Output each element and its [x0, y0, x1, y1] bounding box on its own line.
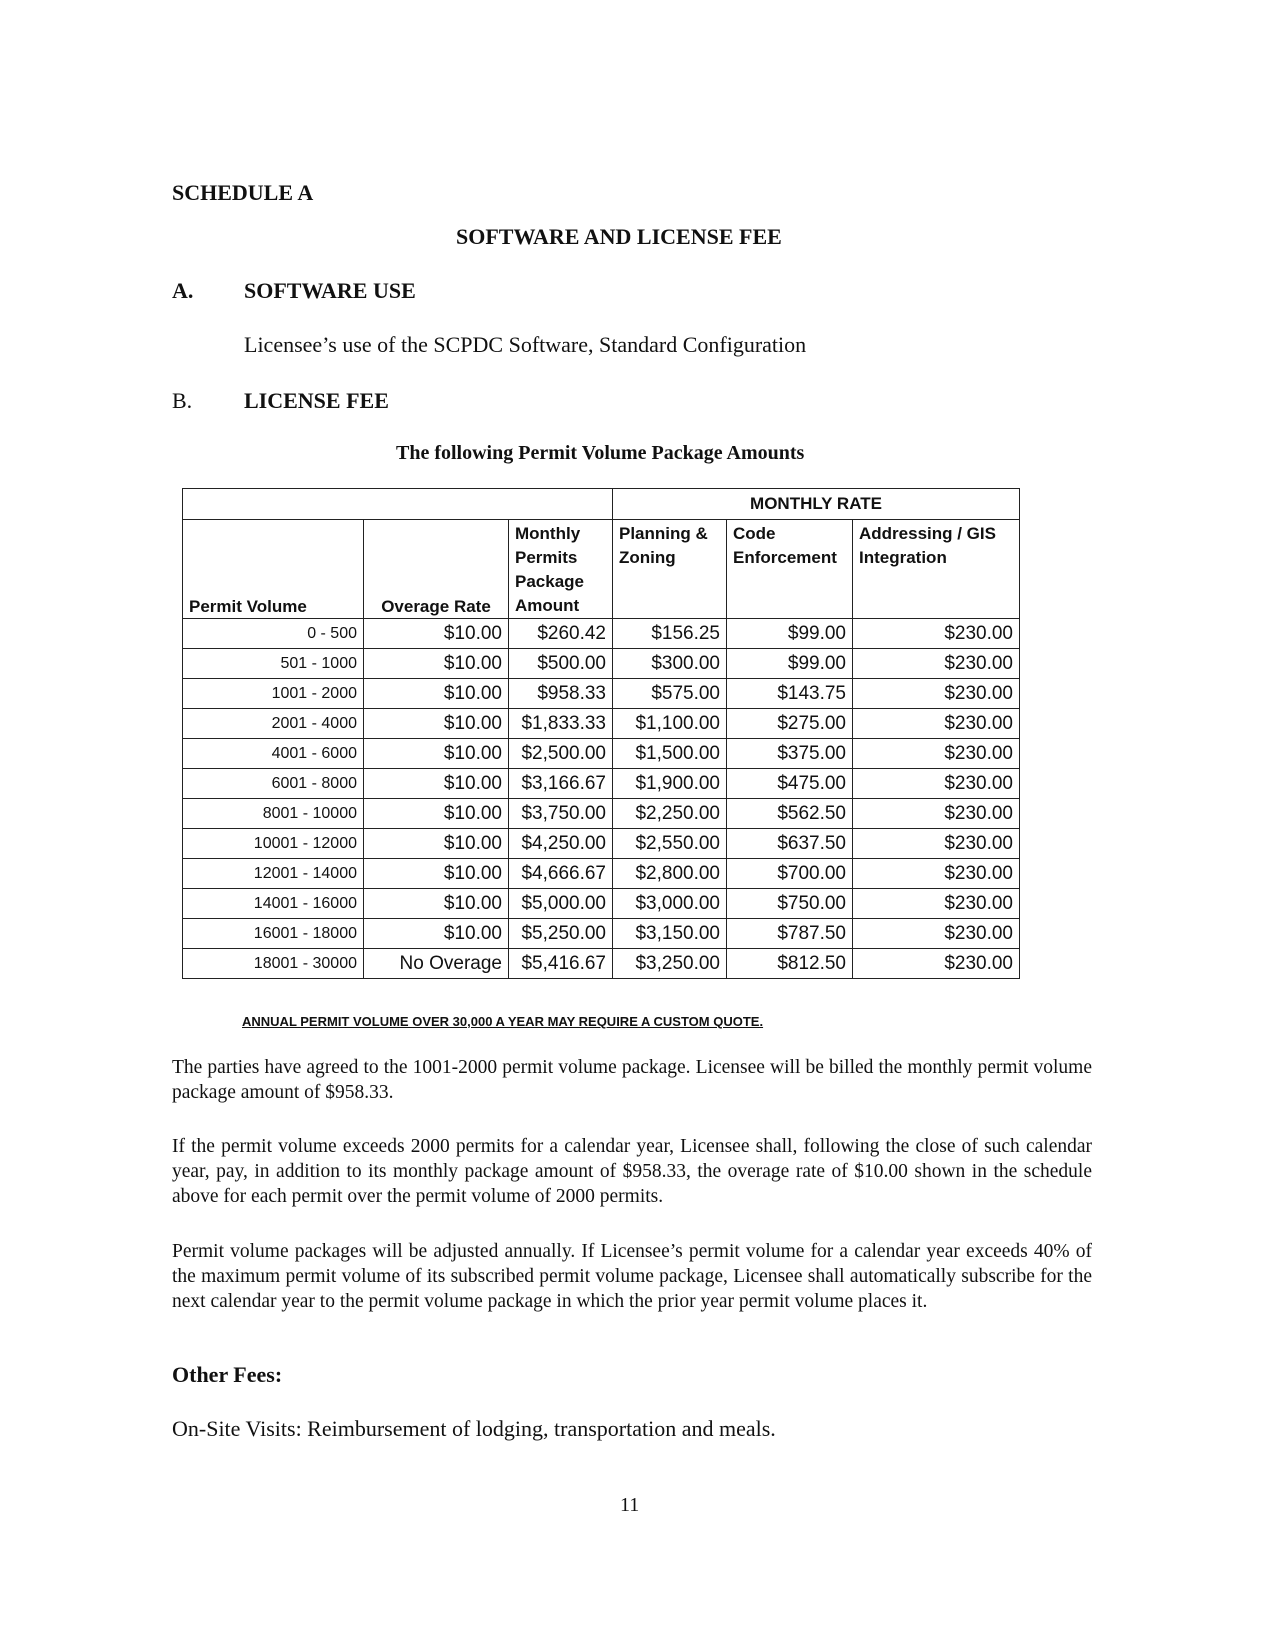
cell-addressing-gis: $230.00 — [853, 949, 1020, 979]
cell-permit-volume: 12001 - 14000 — [183, 859, 364, 889]
cell-planning-zoning: $3,250.00 — [613, 949, 727, 979]
cell-overage-rate: No Overage — [364, 949, 509, 979]
section-b-letter: B. — [172, 388, 193, 413]
cell-planning-zoning: $2,800.00 — [613, 859, 727, 889]
section-a-letter: A. — [172, 278, 194, 303]
cell-planning-zoning: $1,900.00 — [613, 769, 727, 799]
page-number: 11 — [620, 1494, 640, 1516]
cell-overage-rate: $10.00 — [364, 649, 509, 679]
cell-permit-volume: 0 - 500 — [183, 619, 364, 649]
paragraph-overage: If the permit volume exceeds 2000 permits for a calendar year, Licensee shall, following the close of such calendar year, pay, in addition to its monthly package amount of $958.33, the overage rate of $10.00 shown in the schedule above for each permit over the permit volume of 2000 permits. — [172, 1136, 1092, 1207]
cell-overage-rate: $10.00 — [364, 859, 509, 889]
cell-package-amount: $2,500.00 — [509, 739, 613, 769]
cell-package-amount: $5,416.67 — [509, 949, 613, 979]
table-row — [183, 769, 1020, 799]
cell-code-enforcement: $787.50 — [727, 919, 853, 949]
paragraph-annual-adjustment: Permit volume packages will be adjusted annually. If Licensee’s permit volume for a calendar year exceeds 40% of the maximum permit volume of its subscribed permit volume package, Licensee shall automatically subscribe for the next calendar year to the permit volume package in which the prior year permit volume places it. — [172, 1241, 1092, 1312]
cell-overage-rate: $10.00 — [364, 679, 509, 709]
cell-addressing-gis: $230.00 — [853, 649, 1020, 679]
cell-permit-volume: 8001 - 10000 — [183, 799, 364, 829]
table-row — [183, 889, 1020, 919]
col-header-overage-rate: Overage Rate — [364, 520, 509, 619]
table-row — [183, 619, 1020, 649]
cell-overage-rate: $10.00 — [364, 619, 509, 649]
cell-overage-rate: $10.00 — [364, 889, 509, 919]
cell-permit-volume: 16001 - 18000 — [183, 919, 364, 949]
cell-package-amount: $5,000.00 — [509, 889, 613, 919]
cell-planning-zoning: $575.00 — [613, 679, 727, 709]
cell-addressing-gis: $230.00 — [853, 739, 1020, 769]
cell-code-enforcement: $637.50 — [727, 829, 853, 859]
col-header-planning-zoning: Planning & Zoning — [613, 520, 727, 619]
cell-addressing-gis: $230.00 — [853, 619, 1020, 649]
cell-overage-rate: $10.00 — [364, 709, 509, 739]
table-row — [183, 829, 1020, 859]
cell-overage-rate: $10.00 — [364, 829, 509, 859]
table-row — [183, 739, 1020, 769]
cell-permit-volume: 4001 - 6000 — [183, 739, 364, 769]
cell-addressing-gis: $230.00 — [853, 829, 1020, 859]
table-caption: The following Permit Volume Package Amounts — [396, 442, 805, 464]
cell-overage-rate: $10.00 — [364, 739, 509, 769]
monthly-rate-header: MONTHLY RATE — [613, 489, 1020, 520]
cell-addressing-gis: $230.00 — [853, 679, 1020, 709]
cell-package-amount: $260.42 — [509, 619, 613, 649]
table-row — [183, 679, 1020, 709]
cell-package-amount: $500.00 — [509, 649, 613, 679]
cell-code-enforcement: $99.00 — [727, 619, 853, 649]
table-row — [183, 709, 1020, 739]
table-group-header-row — [183, 489, 1020, 520]
fee-table — [182, 488, 1020, 979]
cell-permit-volume: 10001 - 12000 — [183, 829, 364, 859]
cell-addressing-gis: $230.00 — [853, 769, 1020, 799]
cell-package-amount: $958.33 — [509, 679, 613, 709]
cell-planning-zoning: $2,550.00 — [613, 829, 727, 859]
table-blank-header-cell — [183, 489, 613, 520]
cell-code-enforcement: $99.00 — [727, 649, 853, 679]
table-column-header-row — [183, 520, 1020, 619]
cell-planning-zoning: $1,100.00 — [613, 709, 727, 739]
col-header-addressing-gis: Addressing / GIS Integration — [853, 520, 1020, 619]
cell-overage-rate: $10.00 — [364, 769, 509, 799]
other-fees-heading: Other Fees: — [172, 1362, 283, 1387]
fee-table-body — [183, 619, 1020, 979]
cell-permit-volume: 14001 - 16000 — [183, 889, 364, 919]
cell-addressing-gis: $230.00 — [853, 709, 1020, 739]
schedule-heading: SCHEDULE A — [172, 180, 314, 205]
cell-code-enforcement: $562.50 — [727, 799, 853, 829]
cell-code-enforcement: $750.00 — [727, 889, 853, 919]
cell-package-amount: $3,166.67 — [509, 769, 613, 799]
cell-addressing-gis: $230.00 — [853, 859, 1020, 889]
paragraph-agreed-package: The parties have agreed to the 1001-2000 permit volume package. Licensee will be billed the monthly permit volume package amount of $958.33. — [172, 1057, 1092, 1103]
cell-package-amount: $1,833.33 — [509, 709, 613, 739]
cell-permit-volume: 1001 - 2000 — [183, 679, 364, 709]
cell-code-enforcement: $475.00 — [727, 769, 853, 799]
cell-planning-zoning: $3,150.00 — [613, 919, 727, 949]
custom-quote-note: ANNUAL PERMIT VOLUME OVER 30,000 A YEAR MAY REQUIRE A CUSTOM QUOTE. — [242, 1014, 764, 1029]
cell-overage-rate: $10.00 — [364, 799, 509, 829]
cell-permit-volume: 6001 - 8000 — [183, 769, 364, 799]
col-header-code-enforcement: Code Enforcement — [727, 520, 853, 619]
col-header-permit-volume: Permit Volume — [183, 520, 364, 619]
section-a-title: SOFTWARE USE — [244, 278, 416, 303]
cell-package-amount: $4,250.00 — [509, 829, 613, 859]
table-row — [183, 649, 1020, 679]
section-a-body: Licensee’s use of the SCPDC Software, Standard Configuration — [244, 332, 807, 357]
cell-planning-zoning: $156.25 — [613, 619, 727, 649]
cell-package-amount: $3,750.00 — [509, 799, 613, 829]
cell-code-enforcement: $812.50 — [727, 949, 853, 979]
cell-permit-volume: 501 - 1000 — [183, 649, 364, 679]
cell-permit-volume: 2001 - 4000 — [183, 709, 364, 739]
cell-permit-volume: 18001 - 30000 — [183, 949, 364, 979]
cell-addressing-gis: $230.00 — [853, 889, 1020, 919]
cell-code-enforcement: $375.00 — [727, 739, 853, 769]
table-row — [183, 859, 1020, 889]
table-row — [183, 949, 1020, 979]
cell-package-amount: $4,666.67 — [509, 859, 613, 889]
cell-overage-rate: $10.00 — [364, 919, 509, 949]
cell-code-enforcement: $143.75 — [727, 679, 853, 709]
cell-addressing-gis: $230.00 — [853, 799, 1020, 829]
onsite-visits-text: On-Site Visits: Reimbursement of lodging, transportation and meals. — [172, 1416, 776, 1441]
col-header-package-amount: Monthly Permits Package Amount — [509, 520, 613, 619]
cell-planning-zoning: $2,250.00 — [613, 799, 727, 829]
cell-planning-zoning: $3,000.00 — [613, 889, 727, 919]
table-row — [183, 919, 1020, 949]
cell-package-amount: $5,250.00 — [509, 919, 613, 949]
cell-planning-zoning: $1,500.00 — [613, 739, 727, 769]
section-b-title: LICENSE FEE — [244, 388, 389, 413]
cell-addressing-gis: $230.00 — [853, 919, 1020, 949]
table-row — [183, 799, 1020, 829]
cell-code-enforcement: $700.00 — [727, 859, 853, 889]
page-title: SOFTWARE AND LICENSE FEE — [456, 224, 782, 249]
cell-code-enforcement: $275.00 — [727, 709, 853, 739]
cell-planning-zoning: $300.00 — [613, 649, 727, 679]
